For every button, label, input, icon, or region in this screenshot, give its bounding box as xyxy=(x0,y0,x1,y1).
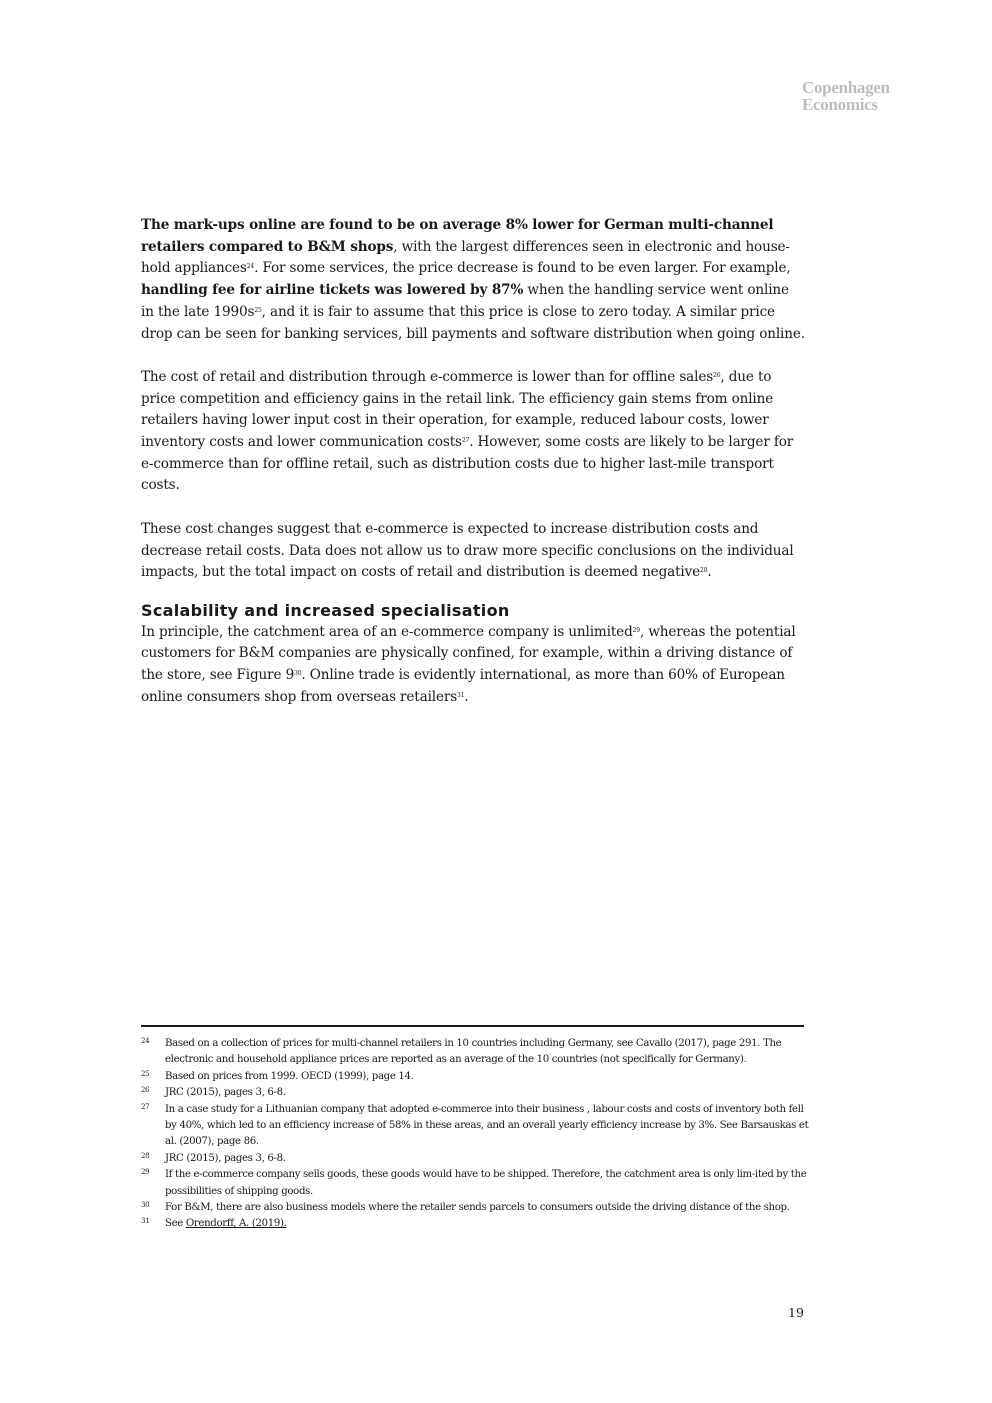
footnote-number: 24 xyxy=(141,1037,150,1045)
paragraph-text: These cost changes suggest that e-commerce is expected to increase distribution costs and decrease retail costs. Data does not allow us to draw more specific conclusions on the individual impacts, but the total impact on costs of retail and distribution is deemed negative xyxy=(141,520,794,581)
footnote-item xyxy=(141,1036,811,1069)
company-logo xyxy=(802,79,912,113)
footnote-number: 25 xyxy=(141,1069,150,1078)
footnote-ref[interactable]: 27 xyxy=(461,437,470,445)
paragraph-text: . xyxy=(464,688,469,705)
footnote-text: See xyxy=(165,1218,186,1230)
footnote-item xyxy=(141,1151,811,1167)
footnote-text: JRC (2015), pages 3, 6-8. xyxy=(165,1152,286,1164)
footnote-ref[interactable]: 26 xyxy=(713,371,721,379)
paragraph-text: . xyxy=(707,564,712,581)
page-number: 19 xyxy=(788,1305,804,1320)
footnote-item xyxy=(141,1200,811,1216)
footnote-ref[interactable]: 24 xyxy=(246,263,255,271)
footnote-ref[interactable]: 30 xyxy=(294,670,302,678)
bold-text: handling fee for airline tickets was lowered by 87% xyxy=(141,282,524,299)
footnote-number: 29 xyxy=(141,1168,150,1177)
footnote-ref[interactable]: 25 xyxy=(254,306,262,314)
paragraph-text: The cost of retail and distribution through e-commerce is lower than for offline sales xyxy=(141,368,714,385)
paragraph-text: , whereas the potential customers for B&M companies are physically confined, for example, within a driving distance of the store, see Figure 9 xyxy=(141,623,796,684)
main-body xyxy=(141,215,805,730)
bold-text: The mark-ups online are found to be on average 8% lower for German multi-channel retailers compared to B&M shops xyxy=(141,217,774,255)
footnote-item xyxy=(141,1085,811,1101)
footnote-text: JRC (2015), pages 3, 6-8. xyxy=(165,1087,286,1099)
footnote-text: In a case study for a Lithuanian company that adopted e-commerce into their business , labour costs and costs of inventory both fell by 40%, which led to an efficiency increase of 58% in these areas, and an overall yearly efficiency increase by 3%. See Barsauskas et al. (2007), page 86. xyxy=(165,1103,809,1148)
footnote-item xyxy=(141,1216,811,1232)
paragraph-cost-changes xyxy=(141,519,805,584)
footnote-number: 31 xyxy=(141,1217,150,1226)
footnote-number: 26 xyxy=(141,1086,150,1095)
paragraph-markups xyxy=(141,215,805,345)
footnote-text: Based on prices from 1999. OECD (1999), page 14. xyxy=(165,1070,414,1082)
footnote-item xyxy=(141,1167,811,1200)
footnote-number: 30 xyxy=(141,1201,150,1210)
footnote-item xyxy=(141,1102,811,1151)
footnote-ref[interactable]: 28 xyxy=(700,567,708,575)
footnote-item xyxy=(141,1069,811,1085)
footnote-text: For B&M, there are also business models where the retailer sends parcels to consumers outside the driving distance of the shop. xyxy=(165,1202,790,1214)
paragraph-text: , with the largest differences seen in electronic and house-hold appliances xyxy=(141,238,790,277)
logo-line-1: Copenhagen xyxy=(802,78,890,97)
footnote-ref[interactable]: 29 xyxy=(632,626,640,634)
logo-line-2: Economics xyxy=(802,95,878,114)
paragraph-text: when the handling service went online in the late 1990s xyxy=(141,282,789,320)
paragraph-catchment xyxy=(141,622,805,709)
footnote-number: 28 xyxy=(141,1151,150,1160)
footnote-text: Based on a collection of prices for multi-channel retailers in 10 countries including Germany, see Cavallo (2017), page 291. The electronic and household appliance prices are reported as an average of the 10 countries (not specifically for Germany). xyxy=(165,1038,782,1066)
paragraph-text: . Online trade is evidently international, as more than 60% of European online consumers shop from overseas retailers xyxy=(141,667,785,705)
paragraph-text: , and it is fair to assume that this price is close to zero today. A similar price drop can be seen for banking services, bill payments and software distribution when going online. xyxy=(141,303,805,342)
footnotes-list xyxy=(141,1036,811,1233)
section-heading: Scalability and increased specialisation xyxy=(141,600,510,620)
footnote-text: If the e-commerce company sells goods, these goods would have to be shipped. Therefore, the catchment area is only lim-ited by the possibilities of shipping goods. xyxy=(165,1169,807,1197)
paragraph-text: , due to price competition and efficiency gains in the retail link. The efficiency gain stems from online retailers having lower input cost in their operation, for example, reduced labour costs, lower inventory costs and lower communication costs xyxy=(141,368,774,451)
paragraph-text: In principle, the catchment area of an e-commerce company is unlimited xyxy=(141,623,633,640)
footnote-ref[interactable]: 31 xyxy=(457,691,465,699)
paragraph-text: . For some services, the price decrease is found to be even larger. For example, xyxy=(254,260,791,277)
paragraph-text: . However, some costs are likely to be larger for e-commerce than for offline retail, such as distribution costs due to higher last-mile transport costs. xyxy=(141,434,794,494)
reference-link[interactable]: Orendorff, A. (2019). xyxy=(185,1218,287,1230)
footnote-divider xyxy=(141,1025,804,1027)
footnote-number: 27 xyxy=(141,1102,150,1111)
paragraph-costs xyxy=(141,367,805,497)
